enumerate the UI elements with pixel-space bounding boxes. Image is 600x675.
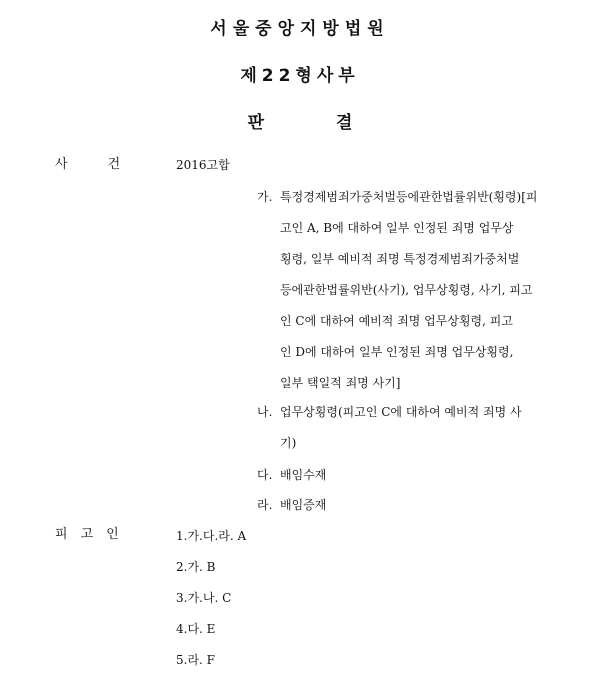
charge-item [257,182,567,399]
document-title-left: 판 [247,113,264,133]
defendant-item: 3.가.나. C [176,591,232,605]
charge-text: 업무상횡령(피고인 C에 대하여 예비적 죄명 사 기) [280,405,522,450]
document-title-right: 결 [336,113,353,133]
court-name: 서울중앙지방법원 [210,19,390,39]
defendants-label [55,527,119,543]
case-label [55,157,120,173]
division-name: 제22형사부 [240,66,360,86]
charge-item [257,397,567,459]
defendants-label-char: 인 [106,527,119,542]
charge-text: 배임증재 [280,498,327,512]
case-number: 2016고합 [176,158,230,172]
defendants-label-char: 고 [80,527,94,542]
charge-mark: 나. [257,405,273,419]
document-title [0,113,600,133]
charge-mark: 라. [257,498,273,512]
charge-mark: 가. [257,190,273,204]
case-label-left: 사 [55,157,68,172]
case-label-right: 건 [107,157,121,172]
defendant-item: 4.다. E [176,622,216,636]
defendant-item: 5.라. F [176,653,215,667]
charge-item [257,490,567,521]
defendant-item: 2.가. B [176,560,216,574]
charge-text: 배임수재 [280,468,327,482]
charge-mark: 다. [257,468,273,482]
defendants-label-char: 피 [55,527,68,542]
charge-text: 특정경제범죄가중처벌등에관한법률위반(횡령)[피 고인 A, B에 대하여 일부 인정된 죄명 업무상 횡령, 일부 예비적 죄명 특정경제범죄가중처벌 등에관한법률위반(사기), 업무상횡령, 사기, 피고 인 C에 대하여 예비적 죄명 업무상횡령, 피고 인 D에 대하여 일부 인정된 죄명 업무상횡령, 일부 택일적 죄명 사기] [280,190,538,390]
charge-item [257,460,567,491]
defendant-item: 1.가.다.라. A [176,529,247,543]
